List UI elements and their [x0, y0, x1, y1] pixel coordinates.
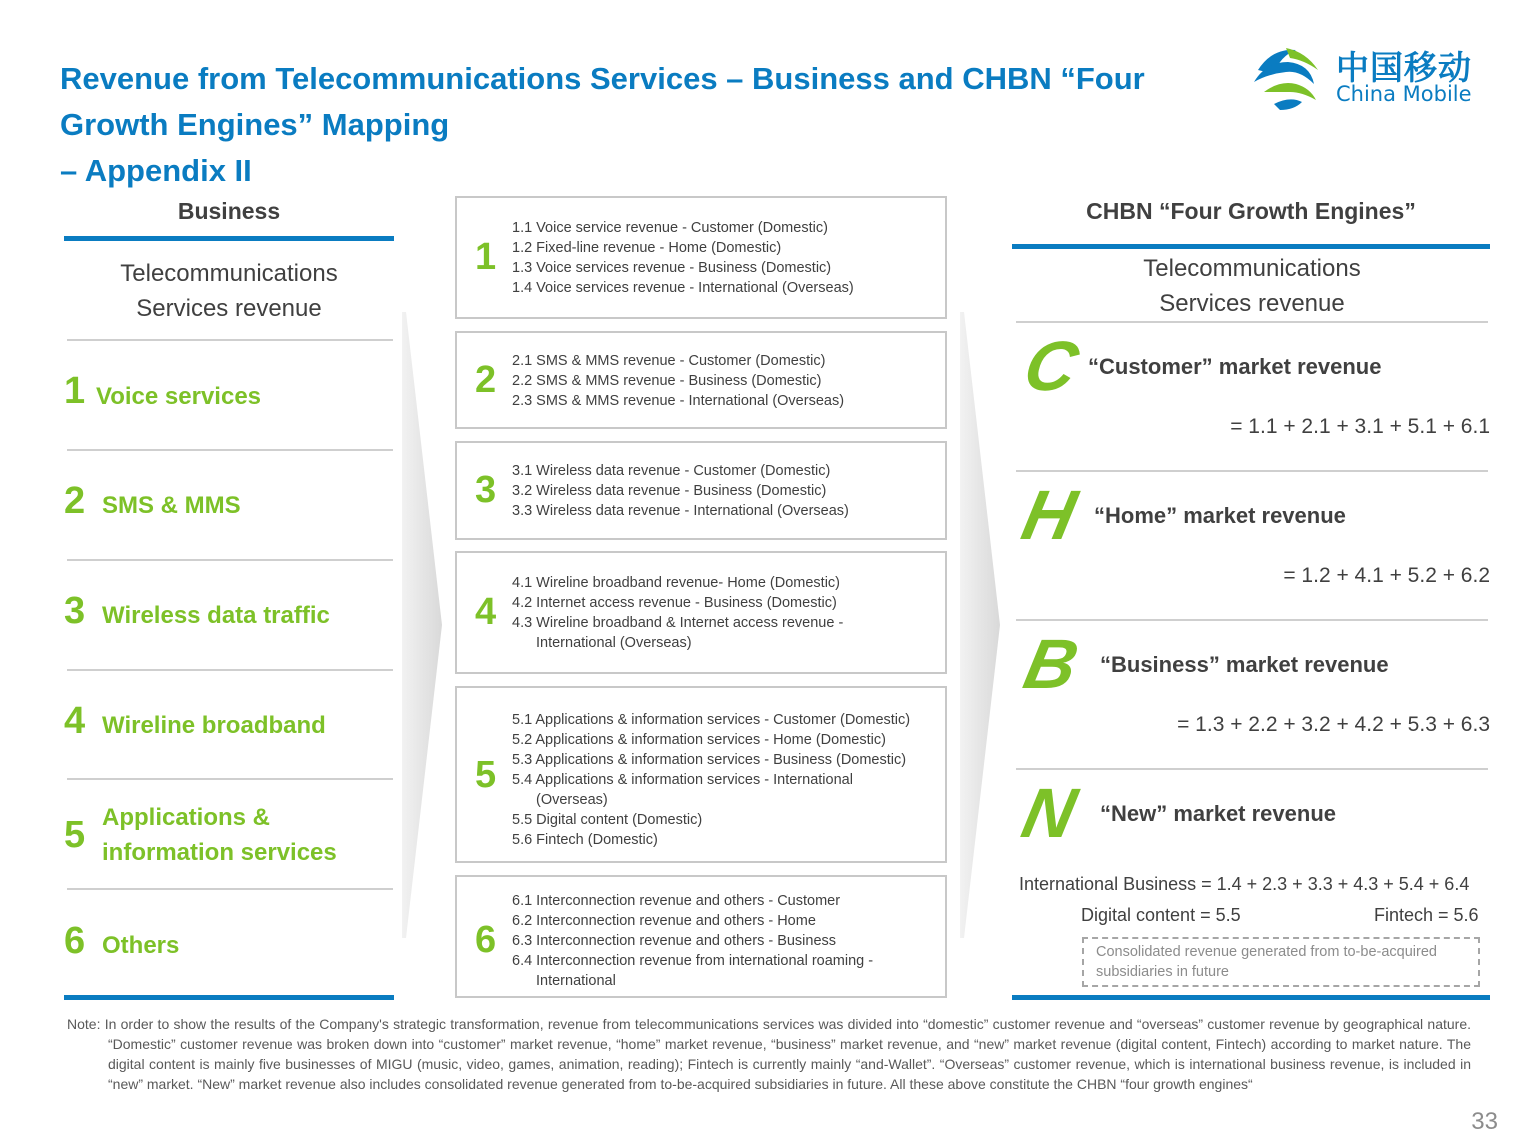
list-item: 5.2 Applications & information services - Home (Domestic) [512, 732, 886, 748]
chbn-bottom-rule [1012, 995, 1490, 1000]
business-top-rule [64, 236, 394, 241]
business-row-voice [64, 340, 394, 450]
list-item: International [536, 973, 616, 989]
list-item: 6.3 Interconnection revenue and others - Business [512, 933, 837, 949]
row-label: Voice services [96, 383, 262, 410]
market-home [1014, 471, 1490, 619]
row-label: Applications & information services [102, 804, 337, 866]
mapping-box-6 [455, 875, 947, 998]
row-number: 1 [64, 370, 86, 412]
box-number: 1 [475, 236, 497, 278]
list-item: (Overseas) [536, 792, 608, 808]
market-name: “New” market revenue [1100, 801, 1336, 826]
list-item: 2.3 SMS & MMS revenue - International (Overseas) [512, 393, 845, 409]
business-heading: Business [177, 198, 281, 224]
business-row-wireline [64, 670, 394, 780]
business-row-applications [64, 780, 394, 890]
box-items [512, 710, 910, 850]
list-item: 5.1 Applications & information services - Customer (Domestic) [512, 712, 911, 728]
footnote-text: Note: In order to show the results of the Company's strategic transformation, revenue from telecommunications services was divided into “domestic” customer revenue and “overseas” customer revenue by geographical nature. “Domestic” customer revenue was broken down into “customer” market revenue, “home” market revenue, “business” market revenue, and “new” market revenue (digital content, Fintech) according to market nature. The digital content is mainly five businesses of MIGU (music, video, games, animation, reading); Fintech is currently mainly “and-Wallet”. “Overseas” customer revenue, which is international business revenue, is included in “new” market. “New” market revenue also includes consolidated revenue generated from to-be-acquired subsidiaries in future. All these above constitute the CHBN “four growth engines“ [67, 1016, 1471, 1092]
chevron-arrow-left [402, 312, 444, 938]
chbn-heading: CHBN “Four Growth Engines” [1086, 198, 1416, 224]
page-number: 33 [1471, 1108, 1498, 1135]
row-number: 3 [64, 590, 86, 632]
market-formula: = 1.1 + 2.1 + 3.1 + 5.1 + 6.1 [1230, 415, 1490, 438]
fintech-formula: Fintech = 5.6 [1374, 905, 1479, 925]
row-number: 4 [64, 700, 86, 742]
list-item: 1.1 Voice service revenue - Customer (Domestic) [512, 220, 828, 236]
mapping-box-2 [455, 331, 947, 429]
list-item: 3.2 Wireless data revenue - Business (Domestic) [512, 483, 827, 499]
list-item: International (Overseas) [536, 635, 692, 651]
row-label: SMS & MMS [102, 492, 241, 519]
list-item: 5.6 Fintech (Domestic) [512, 832, 658, 848]
business-row-wireless [64, 560, 394, 670]
list-item: 4.2 Internet access revenue - Business (Domestic) [512, 595, 837, 611]
row-label: Wireless data traffic [102, 602, 330, 629]
box-items [512, 891, 873, 991]
list-item: 6.1 Interconnection revenue and others - Customer [512, 893, 841, 909]
list-item: 4.3 Wireline broadband & Internet access revenue - [512, 615, 844, 631]
chbn-top-rule [1012, 244, 1490, 249]
box-number: 2 [475, 359, 497, 401]
digital-content-formula: Digital content = 5.5 [1081, 905, 1241, 925]
market-formula: = 1.2 + 4.1 + 5.2 + 6.2 [1283, 564, 1490, 587]
mapping-box-1 [455, 196, 947, 319]
list-item: 5.4 Applications & information services - International [512, 772, 853, 788]
logo-english-text: China Mobile [1336, 82, 1472, 106]
mapping-box-5 [455, 686, 947, 863]
business-row-sms [64, 450, 394, 560]
list-item: 3.1 Wireless data revenue - Customer (Domestic) [512, 463, 831, 479]
letter-c-icon: C [1017, 327, 1085, 405]
box-items [512, 461, 849, 521]
footnote [67, 1014, 1471, 1094]
box-number: 6 [475, 919, 497, 961]
row-number: 2 [64, 480, 86, 522]
list-item: 1.3 Voice services revenue - Business (Domestic) [512, 260, 832, 276]
market-business [1014, 620, 1490, 768]
list-item: 5.3 Applications & information services - Business (Domestic) [512, 752, 907, 768]
list-item: 5.5 Digital content (Domestic) [512, 812, 703, 828]
list-item: 2.1 SMS & MMS revenue - Customer (Domestic) [512, 353, 826, 369]
box-number: 4 [475, 591, 497, 633]
box-items [512, 351, 844, 411]
list-item: 6.4 Interconnection revenue from international roaming - [512, 953, 874, 969]
list-item: 1.2 Fixed-line revenue - Home (Domestic) [512, 240, 782, 256]
box-number: 3 [475, 469, 497, 511]
letter-h-icon: H [1015, 476, 1083, 554]
market-name: “Home” market revenue [1094, 503, 1346, 528]
box-items [512, 573, 843, 653]
chevron-arrow-right [960, 312, 1002, 938]
title-line-1: Revenue from Telecommunications Services – Business and CHBN “Four [60, 61, 1145, 96]
market-formula: = 1.3 + 2.2 + 3.2 + 4.2 + 5.3 + 6.3 [1177, 713, 1490, 736]
consolidated-revenue-note: Consolidated revenue generated from to-be-acquired subsidiaries in future [1082, 937, 1480, 987]
business-subheading: Telecommunications Services revenue [120, 260, 338, 322]
business-bottom-rule [64, 995, 394, 1000]
mapping-box-4 [455, 551, 947, 674]
china-mobile-logo [1250, 40, 1490, 116]
business-row-others [64, 890, 394, 1000]
box-items [512, 218, 854, 298]
market-customer [1014, 322, 1490, 470]
market-name: “Business” market revenue [1100, 652, 1389, 677]
list-item: 4.1 Wireline broadband revenue- Home (Domestic) [512, 575, 841, 591]
row-label: Wireline broadband [102, 712, 326, 739]
list-item: 3.3 Wireless data revenue - International (Overseas) [512, 503, 849, 519]
letter-b-icon: B [1017, 625, 1085, 703]
slide-title [60, 56, 1220, 194]
row-label: Others [102, 932, 180, 959]
row-number: 6 [64, 920, 86, 962]
list-item: 1.4 Voice services revenue - International (Overseas) [512, 280, 854, 296]
mapping-box-3 [455, 441, 947, 540]
logo-chinese-text: 中国移动 [1336, 48, 1472, 87]
china-mobile-logo-icon [1250, 40, 1326, 116]
list-item: 6.2 Interconnection revenue and others - Home [512, 913, 816, 929]
row-number: 5 [64, 814, 86, 856]
title-line-2: Growth Engines” Mapping [60, 107, 450, 142]
international-business-formula: International Business = 1.4 + 2.3 + 3.3 + 4.3 + 5.4 + 6.4 [1019, 874, 1470, 894]
letter-n-icon: N [1015, 774, 1083, 852]
list-item: 2.2 SMS & MMS revenue - Business (Domestic) [512, 373, 822, 389]
chbn-subheading: Telecommunications Services revenue [1143, 255, 1361, 317]
title-line-3: – Appendix II [60, 153, 252, 188]
box-number: 5 [475, 754, 497, 796]
market-name: “Customer” market revenue [1088, 354, 1382, 379]
